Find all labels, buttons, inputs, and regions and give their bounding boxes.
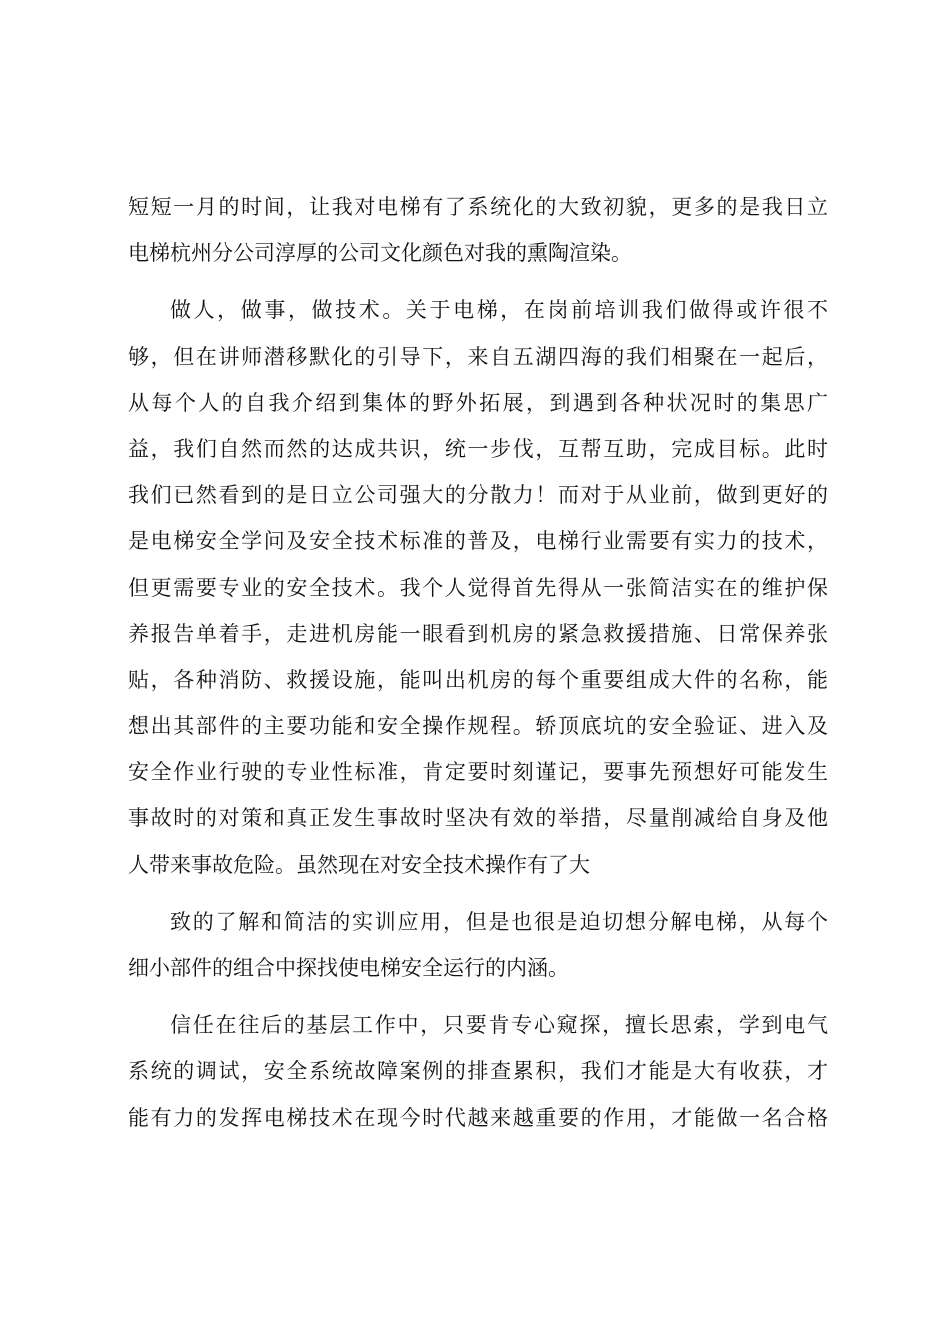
paragraph-line: 益，我们自然而然的达成共识，统一步伐，互帮互助，完成目标。此时 <box>128 436 828 461</box>
paragraph-line: 事故时的对策和真正发生事故时坚决有效的举措，尽量削减给自身及他 <box>128 806 828 831</box>
paragraph-2 <box>128 287 828 887</box>
paragraph-line: 想出其部件的主要功能和安全操作规程。轿顶底坑的安全验证、进入及 <box>128 714 828 739</box>
paragraph-line: 但更需要专业的安全技术。我个人觉得首先得从一张简洁实在的维护保 <box>128 575 828 600</box>
paragraph-line: 从每个人的自我介绍到集体的野外拓展，到遇到各种状况时的集思广 <box>128 390 828 415</box>
paragraph-line: 细小部件的组合中探找使电梯安全运行的内涵。 <box>128 956 569 980</box>
paragraph-spacer <box>128 276 828 287</box>
paragraph-line: 我们已然看到的是日立公司强大的分散力！而对于从业前，做到更好的 <box>128 483 828 508</box>
paragraph-line: 人带来事故危险。虽然现在对安全技术操作有了大 <box>128 852 590 877</box>
paragraph-line: 致的了解和简洁的实训应用，但是也很是迫切想分解电梯，从每个 <box>170 909 828 934</box>
paragraph-line: 是电梯安全学问及安全技术标准的普及，电梯行业需要有实力的技术， <box>128 529 828 554</box>
paragraph-line: 贴，各种消防、救援设施，能叫出机房的每个重要组成大件的名称，能 <box>128 667 828 692</box>
paragraph-spacer <box>128 888 828 899</box>
paragraph-1 <box>128 184 828 276</box>
document-body <box>128 184 828 1141</box>
paragraph-line: 能有力的发挥电梯技术在现今时代越来越重要的作用，才能做一名合格 <box>128 1105 828 1130</box>
paragraph-line: 做人，做事，做技术。关于电梯，在岗前培训我们做得或许很不 <box>170 298 828 323</box>
paragraph-line: 养报告单着手，走进机房能一眼看到机房的紧急救援措施、日常保养张 <box>128 621 828 646</box>
paragraph-line: 够，但在讲师潜移默化的引导下，来自五湖四海的我们相聚在一起后， <box>128 344 828 369</box>
paragraph-3 <box>128 899 828 991</box>
paragraph-line: 信任在往后的基层工作中，只要肯专心窥探，擅长思索，学到电气 <box>170 1013 828 1038</box>
paragraph-line: 安全作业行驶的专业性标准，肯定要时刻谨记，要事先预想好可能发生 <box>128 760 828 785</box>
paragraph-line: 短短一月的时间，让我对电梯有了系统化的大致初貌，更多的是我日立 <box>128 195 828 219</box>
paragraph-line: 电梯杭州分公司淳厚的公司文化颜色对我的熏陶渲染。 <box>128 241 632 266</box>
paragraph-4 <box>128 1002 828 1141</box>
paragraph-line: 系统的调试，安全系统故障案例的排查累积，我们才能是大有收获，才 <box>128 1059 828 1084</box>
paragraph-spacer <box>128 991 828 1002</box>
